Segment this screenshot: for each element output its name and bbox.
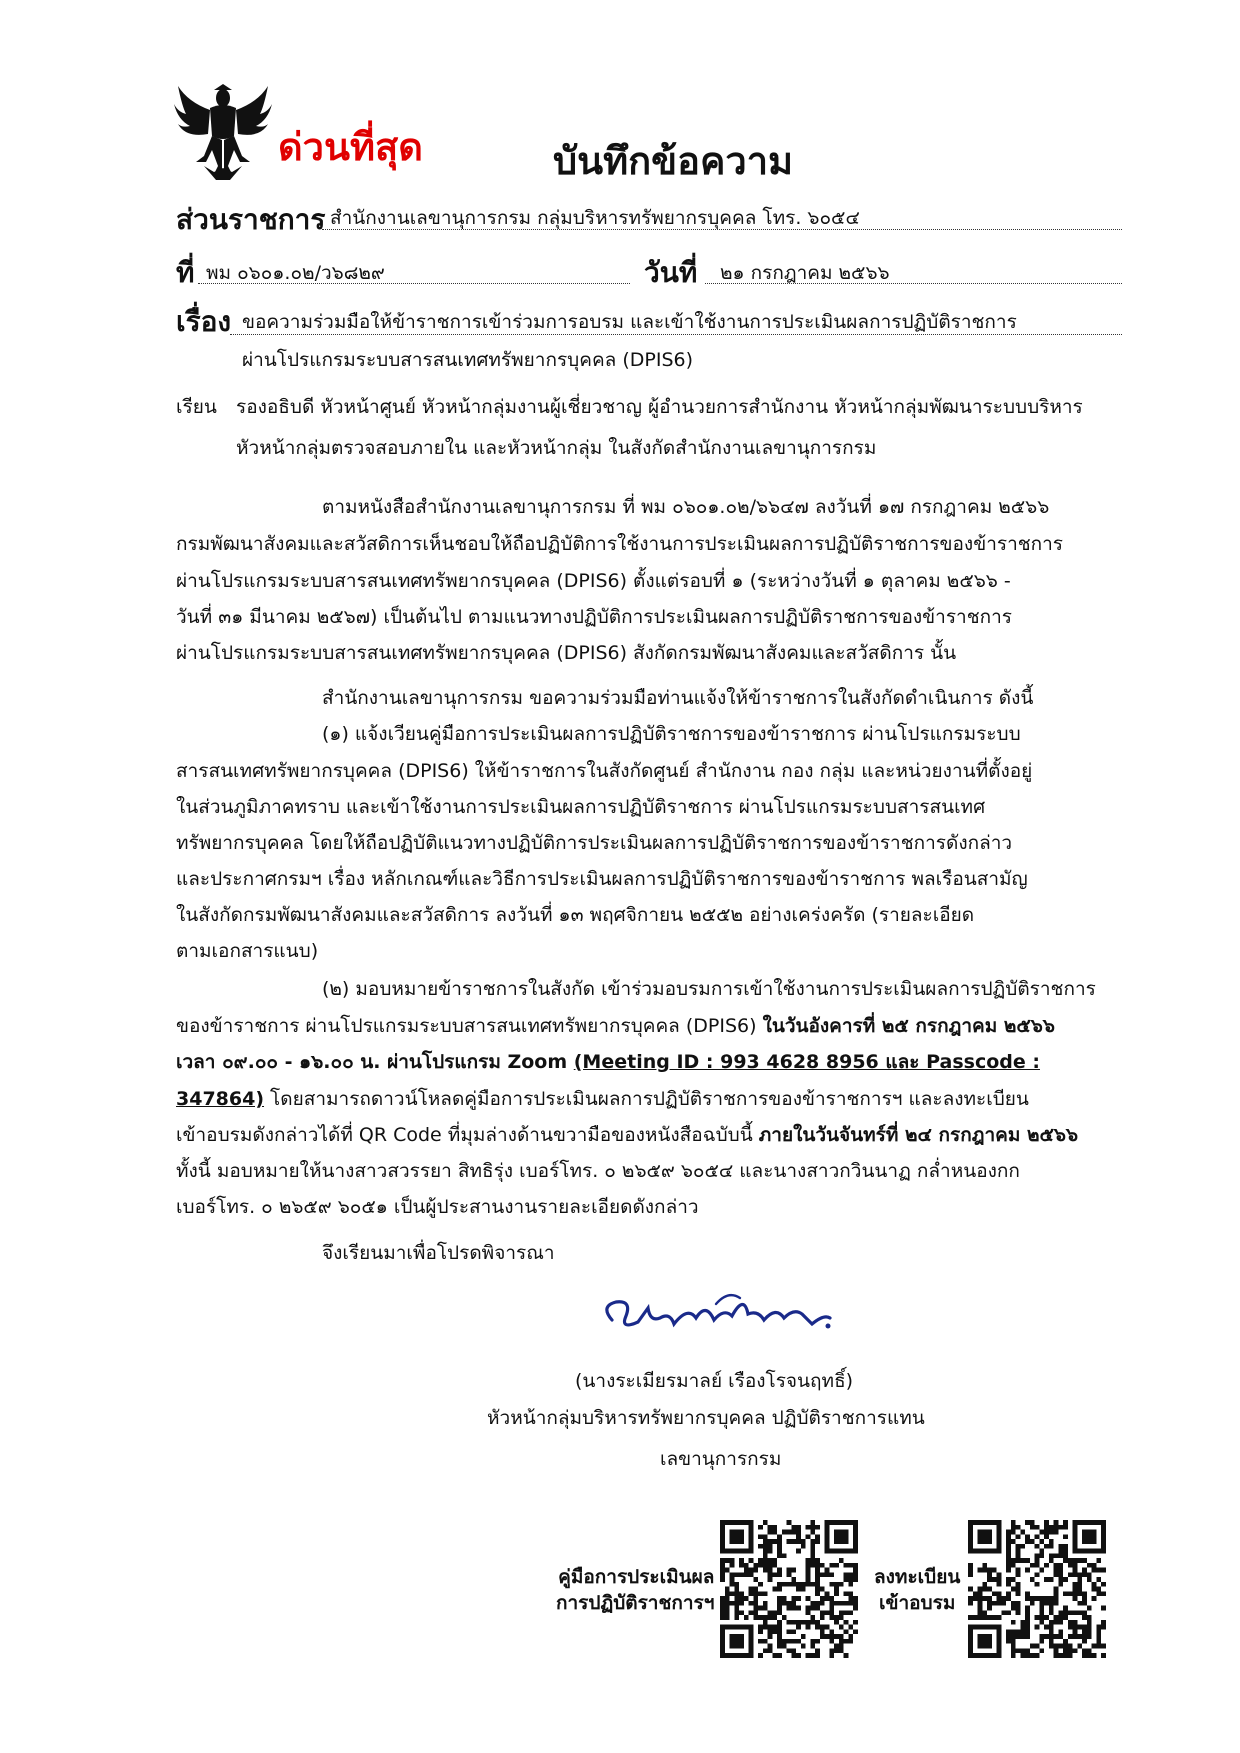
item2-text: เข้าอบรมดังกล่าวได้ที่ QR Code ที่มุมล่างด้านขวามือของหนังสือฉบับนี้	[176, 1124, 759, 1146]
para1-line: ผ่านโปรแกรมระบบสารสนเทศทรัพยากรบุคคล (DPIS6) สังกัดกรมพัฒนาสังคมและสวัสดิการ นั้น	[176, 642, 957, 664]
zoom-passcode: 347864)	[176, 1088, 265, 1110]
para1-line: กรมพัฒนาสังคมและสวัสดิการเห็นชอบให้ถือปฏิบัติการใช้งานการประเมินผลการปฏิบัติราชการของข้าราชการ	[176, 533, 1064, 555]
item1-line: ในส่วนภูมิภาคทราบ และเข้าใช้งานการประเมินผลการปฏิบัติราชการ ผ่านโปรแกรมระบบสารสนเทศ	[176, 796, 986, 818]
training-time: เวลา ๐๙.๐๐ - ๑๖.๐๐ น. ผ่านโปรแกรม Zoom	[176, 1051, 574, 1073]
subject-line1: ขอความร่วมมือให้ข้าราชการเข้าร่วมการอบรม และเข้าใช้งานการประเมินผลการปฏิบัติราชการ	[242, 311, 1017, 333]
item1-line: ตามเอกสารแนบ)	[176, 940, 319, 962]
para1-line: วันที่ ๓๑ มีนาคม ๒๕๖๗) เป็นต้นไป ตามแนวทางปฏิบัติการประเมินผลการปฏิบัติราชการของข้าราชการ	[176, 606, 1012, 628]
subject-line2: ผ่านโปรแกรมระบบสารสนเทศทรัพยากรบุคคล (DPIS6)	[242, 349, 693, 371]
item1-line: สารสนเทศทรัพยากรบุคคล (DPIS6) ให้ข้าราชการในสังกัดศูนย์ สำนักงาน กอง กลุ่ม และหน่วยงานที่ตั้งอยู่	[176, 760, 1033, 782]
qr-manual-label-line: การปฏิบัติราชการฯ	[556, 1591, 715, 1614]
item2-line: เบอร์โทร. ๐ ๒๖๕๙ ๖๐๕๑ เป็นผู้ประสานงานรายละเอียดดังกล่าว	[176, 1196, 699, 1218]
ref-value: พม ๐๖๐๑.๐๒/ว๖๘๒๙	[206, 262, 385, 284]
item1-line: (๑) แจ้งเวียนคู่มือการประเมินผลการปฏิบัติราชการของข้าราชการ ผ่านโปรแกรมระบบ	[322, 723, 1021, 745]
signer-position: หัวหน้ากลุ่มบริหารทรัพยากรบุคคล ปฏิบัติราชการแทน	[487, 1407, 925, 1429]
zoom-meeting-info: (Meeting ID : 993 4628 8956 และ Passcode :	[573, 1051, 1040, 1073]
qr-code-manual-icon[interactable]	[720, 1520, 858, 1658]
training-date: ในวันอังคารที่ ๒๕ กรกฎาคม ๒๕๖๖	[762, 1015, 1055, 1037]
urgent-label: ด่วนที่สุด	[278, 125, 423, 169]
date-label: วันที่	[644, 256, 698, 289]
para1-line: ผ่านโปรแกรมระบบสารสนเทศทรัพยากรบุคคล (DPIS6) ตั้งแต่รอบที่ ๑ (ระหว่างวันที่ ๑ ตุลาคม ๒๕๖๖ -	[176, 570, 1011, 592]
para1-line: ตามหนังสือสำนักงานเลขานุการกรม ที่ พม ๐๖๐๑.๐๒/๖๖๔๗ ลงวันที่ ๑๗ กรกฎาคม ๒๕๖๖	[322, 496, 1050, 518]
signature-image	[598, 1284, 838, 1340]
item2-line	[176, 1126, 1078, 1145]
item2-line	[176, 1090, 1029, 1109]
item2-text: โดยสามารถดาวน์โหลดคู่มือการประเมินผลการปฏิบัติราชการของข้าราชการฯ และลงทะเบียน	[264, 1088, 1029, 1110]
signer-name: (นางระเมียรมาลย์ เรืองโรจนฤทธิ์)	[575, 1370, 854, 1392]
item2-line	[176, 1053, 1040, 1072]
item2-line	[176, 1017, 1055, 1036]
date-value: ๒๑ กรกฎาคม ๒๕๖๖	[720, 262, 890, 284]
ref-label: ที่	[176, 256, 195, 289]
subject-dotline	[230, 334, 1122, 335]
subject-label: เรื่อง	[176, 305, 232, 338]
item1-line: ทรัพยากรบุคคล โดยให้ถือปฏิบัติแนวทางปฏิบัติการประเมินผลการปฏิบัติราชการของข้าราชการดังกล่าว	[176, 832, 1013, 854]
qr-register-label-line: ลงทะเบียน	[874, 1566, 961, 1588]
department-label: ส่วนราชการ	[176, 203, 326, 236]
memo-title: บันทึกข้อความ	[553, 139, 794, 183]
para2-intro: สำนักงานเลขานุการกรม ขอความร่วมมือท่านแจ้งให้ข้าราชการในสังกัดดำเนินการ ดังนี้	[322, 687, 1034, 709]
to-line1: รองอธิบดี หัวหน้าศูนย์ หัวหน้ากลุ่มงานผู้เชี่ยวชาญ ผู้อำนวยการสำนักงาน หัวหน้ากลุ่มพัฒนาระบบบริหาร	[236, 396, 1083, 418]
register-deadline: ภายในวันจันทร์ที่ ๒๔ กรกฎาคม ๒๕๖๖	[758, 1124, 1079, 1146]
item1-line: ในสังกัดกรมพัฒนาสังคมและสวัสดิการ ลงวันที่ ๑๓ พฤศจิกายน ๒๕๕๒ อย่างเคร่งครัด (รายละเอียด	[176, 904, 975, 926]
signer-office: เลขานุการกรม	[660, 1448, 782, 1470]
qr-code-register-icon[interactable]	[968, 1520, 1106, 1658]
qr-register-label	[874, 1565, 960, 1616]
to-label: เรียน	[176, 396, 217, 418]
qr-manual-label-line: คู่มือการประเมินผล	[558, 1566, 715, 1588]
department-dotline	[322, 229, 1122, 230]
garuda-emblem-icon	[174, 84, 272, 184]
closing: จึงเรียนมาเพื่อโปรดพิจารณา	[322, 1242, 555, 1264]
item2-line: (๒) มอบหมายข้าราชการในสังกัด เข้าร่วมอบรมการเข้าใช้งานการประเมินผลการปฏิบัติราชการ	[322, 978, 1096, 1000]
department-value: สำนักงานเลขานุการกรม กลุ่มบริหารทรัพยากรบุคคล โทร. ๖๐๕๔	[330, 207, 860, 229]
item1-line: และประกาศกรมฯ เรื่อง หลักเกณฑ์และวิธีการประเมินผลการปฏิบัติราชการของข้าราชการ พลเรือนสามัญ	[176, 868, 1028, 890]
item2-text: ของข้าราชการ ผ่านโปรแกรมระบบสารสนเทศทรัพยากรบุคคล (DPIS6)	[176, 1015, 763, 1037]
qr-register-label-line: เข้าอบรม	[878, 1591, 956, 1614]
qr-manual-label	[556, 1565, 714, 1616]
to-line2: หัวหน้ากลุ่มตรวจสอบภายใน และหัวหน้ากลุ่ม ในสังกัดสำนักงานเลขานุการกรม	[236, 437, 877, 459]
item2-line: ทั้งนี้ มอบหมายให้นางสาวสวรรยา สิทธิรุ่ง เบอร์โทร. ๐ ๒๖๕๙ ๖๐๕๔ และนางสาวกวินนาฏ กล่ำหนองกก	[176, 1160, 1020, 1182]
